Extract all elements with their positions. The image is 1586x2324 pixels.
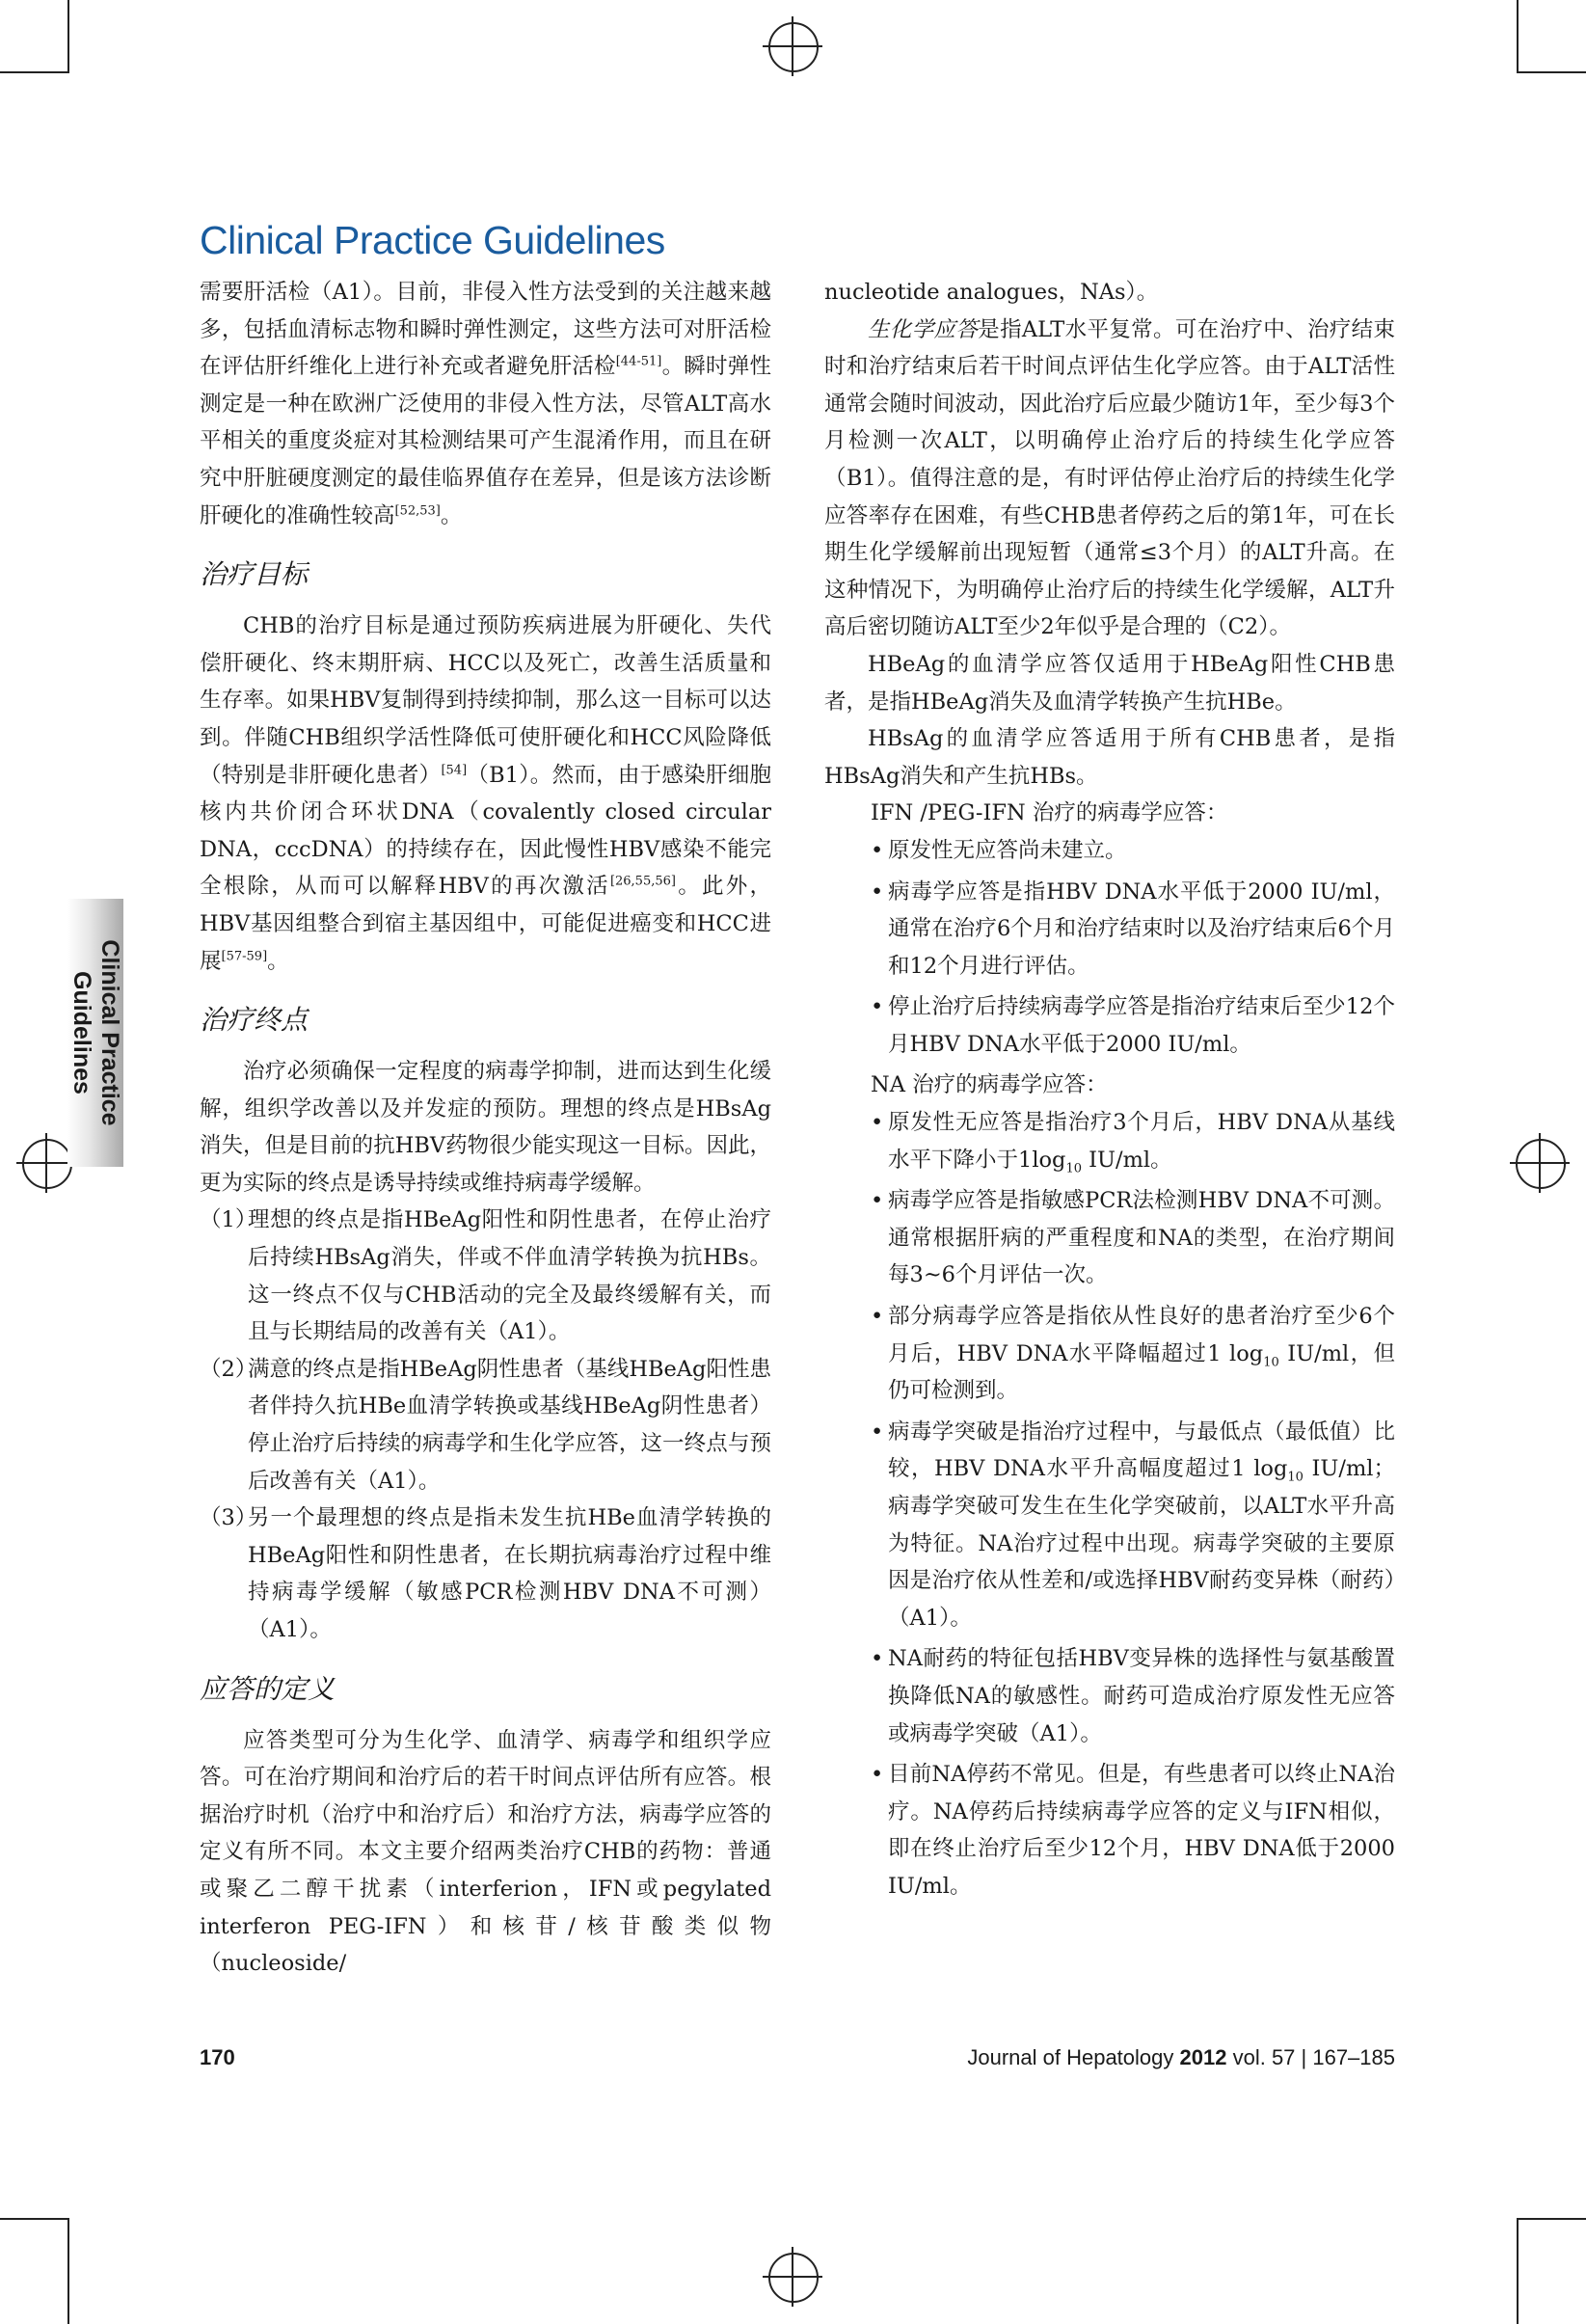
list-item: • 停止治疗后持续病毒学应答是指治疗结束后至少12个月HBV DNA水平低于2000 IU/ml。 xyxy=(871,994,1395,1057)
crop-mark xyxy=(1517,71,1586,73)
left-column xyxy=(200,274,771,1983)
list-item: • 病毒学突破是指治疗过程中，与最低点（最低值）比较，HBV DNA水平升高幅度超过1 $\log_{10} IU/ml$；病毒学突破可发生在生化学突破前，以ALT水平升高为特征。NA治疗过程中出现。病毒学突破的主要原因是治疗依从性差和/或选择HBV耐药变异株（耐药）（A1）。 xyxy=(871,1419,1395,1631)
registration-mark xyxy=(1510,1133,1570,1193)
crop-mark xyxy=(1517,2218,1519,2324)
heading-response-definition: 应答的定义 xyxy=(200,1672,336,1705)
crop-mark xyxy=(1517,2218,1586,2220)
citation: [26,55,56] xyxy=(609,874,676,889)
list-item: （2） 满意的终点是指HBeAg阴性患者（基线HBeAg阳性患者伴持久抗HBe血清学转换或基线HBeAg阴性患者）停止治疗后持续的病毒学和生化学应答，这一终点与预后改善有关（A1）。 xyxy=(200,1356,771,1494)
citation: [54] xyxy=(441,763,468,778)
paragraph-response-definition: 应答类型可分为生化学、血清学、病毒学和组织学应答。可在治疗期间和治疗后的若干时间点评估所有应答。根据治疗时机（治疗中和治疗后）和治疗方法，病毒学应答的定义有所不同。本文主要介绍两类治疗CHB的药物：普通或聚乙二醇干扰素（interferion，IFN或pegylated interferon PEG-IFN）和核苷/核苷酸类似物（nucleoside/ xyxy=(200,1727,771,1977)
list-item: • 病毒学应答是指HBV DNA水平低于2000 IU/ml，通常在治疗6个月和治疗结束时以及治疗结束后6个月和12个月进行评估。 xyxy=(871,878,1395,979)
list-item: • 目前NA停药不常见。但是，有些患者可以终止NA治疗。NA停药后持续病毒学应答的定义与IFN相似，即在终止治疗后至少12个月，HBV DNA低于2000 IU/ml。 xyxy=(871,1762,1395,1899)
list-item: • 部分病毒学应答是指依从性良好的患者治疗至少6个月后，HBV DNA水平降幅超过1 $\log_{10} IU/ml$，但仍可检测到。 xyxy=(871,1304,1395,1404)
citation: [44-51] xyxy=(615,354,662,369)
registration-mark xyxy=(763,16,822,76)
na-bullet-list xyxy=(824,1104,1395,1905)
paragraph-hbeag-response: HBeAg的血清学应答仅适用于HBeAg阳性CHB患者，是指HBeAg消失及血清学转换产生抗HBe。 xyxy=(824,651,1395,715)
citation: [57-59] xyxy=(221,949,268,963)
list-item: • 原发性无应答尚未建立。 xyxy=(871,837,1127,863)
list-item: （3） 另一个最理想的终点是指未发生抗HBe血清学转换的HBeAg阳性和阴性患者，在长期抗病毒治疗过程中维持病毒学缓解（敏感PCR检测HBV DNA不可测）（A1）。 xyxy=(200,1505,771,1642)
heading-treatment-endpoints: 治疗终点 xyxy=(200,1004,309,1037)
side-tab-line: Clinical Practice xyxy=(96,939,123,1126)
citation: [52,53] xyxy=(394,503,441,519)
side-tab-line: Guidelines xyxy=(68,971,95,1094)
list-item: • NA耐药的特征包括HBV变异株的选择性与氨基酸置换降低NA的敏感性。耐药可造成治疗原发性无应答或病毒学突破（A1）。 xyxy=(871,1646,1395,1746)
endpoint-list xyxy=(200,1202,771,1648)
right-column xyxy=(824,274,1395,1909)
paragraph-biochemical-response: 生化学应答是指ALT水平复常。可在治疗中、治疗结束时和治疗结束后若干时间点评估生化学应答。由于ALT活性通常会随时间波动，因此治疗后应最少随访1年，至少每3个月检测一次ALT，以明确停止治疗后的持续生化学应答（B1）。值得注意的是，有时评估停止治疗后的持续生化学应答率存在困难，有些CHB患者停药之后的第1年，可在长期生化学缓解前出现短暂（通常≤3个月）的ALT升高。在这种情况下，为明确停止治疗后的持续生化学缓解，ALT升高后密切随访ALT至少2年似乎是合理的（C2）。 xyxy=(824,316,1395,640)
subheading-na-response: NA 治疗的病毒学应答： xyxy=(871,1072,1108,1098)
paragraph-treatment-endpoints: 治疗必须确保一定程度的病毒学抑制，进而达到生化缓解，组织学改善以及并发症的预防。理想的终点是HBsAg消失，但是目前的抗HBV药物很少能实现这一目标。因此，更为实际的终点是诱导持续或维持病毒学缓解。 xyxy=(200,1059,771,1196)
crop-mark xyxy=(0,71,69,73)
registration-mark xyxy=(763,2247,822,2307)
crop-mark xyxy=(0,2218,69,2220)
crop-mark xyxy=(67,0,69,73)
page-footer xyxy=(0,2045,1586,2078)
heading-treatment-goals: 治疗目标 xyxy=(200,558,309,591)
crop-mark xyxy=(1517,0,1519,73)
list-item: （1） 理想的终点是指HBeAg阳性和阴性患者，在停止治疗后持续HBsAg消失，伴或不伴血清学转换为抗HBs。这一终点不仅与CHB活动的完全及最终缓解有关，而且与长期结局的改善有关（A1）。 xyxy=(200,1207,771,1345)
paragraph-treatment-goals: CHB的治疗目标是通过预防疾病进展为肝硬化、失代偿肝硬化、终末期肝病、HCC以及死亡，改善生活质量和生存率。如果HBV复制得到持续抑制，那么这一目标可以达到。伴随CHB组织学活性降低可使肝硬化和HCC风险降低（特别是非肝硬化患者）[54]（B1）。然而，由于感染肝细胞核内共价闭合环状DNA（covalently closed circular DNA，cccDNA）的持续存在，因此慢性HBV感染不能完全根除，从而可以解释HBV的再次激活[26,55,56]。此外，HBV基因组整合到宿主基因组中，可能促进癌变和HCC进展[57-59]。 xyxy=(200,613,771,974)
page-header-title: Clinical Practice Guidelines xyxy=(200,218,665,262)
journal-citation: Journal of Hepatology 2012 vol. 57 | 167–185 xyxy=(967,2045,1395,2069)
paragraph-continued: nucleotide analogues，NAs）。 xyxy=(824,280,1159,305)
subheading-ifn-response: IFN /PEG-IFN 治疗的病毒学应答： xyxy=(871,800,1228,826)
section-side-tab-label xyxy=(67,939,123,1125)
paragraph-biopsy: 需要肝活检（A1）。目前，非侵入性方法受到的关注越来越多，包括血清标志物和瞬时弹性测定，这些方法可对肝活检在评估肝纤维化上进行补充或者避免肝活检[44-51]。瞬时弹性测定是一种在欧洲广泛使用的非侵入性方法，尽管ALT高水平相关的重度炎症对其检测结果可产生混淆作用，而且在研究中肝脏硬度测定的最佳临界值存在差异，但是该方法诊断肝硬化的准确性较高[52,53]。 xyxy=(200,280,771,528)
list-item: • 原发性无应答是指治疗3个月后，HBV DNA从基线水平下降小于$1\log_{10}$ IU/ml。 xyxy=(871,1110,1395,1176)
paragraph-hbsag-response: HBsAg的血清学应答适用于所有CHB患者，是指HBsAg消失和产生抗HBs。 xyxy=(824,726,1395,789)
crop-mark xyxy=(67,2218,69,2324)
page-number: 170 xyxy=(200,2045,235,2069)
list-item: • 病毒学应答是指敏感PCR法检测HBV DNA不可测。通常根据肝病的严重程度和NA的类型，在治疗期间每3~6个月评估一次。 xyxy=(871,1188,1395,1288)
emphasis-term: 生化学应答 xyxy=(868,316,979,342)
ifn-bullet-list xyxy=(824,832,1395,1064)
